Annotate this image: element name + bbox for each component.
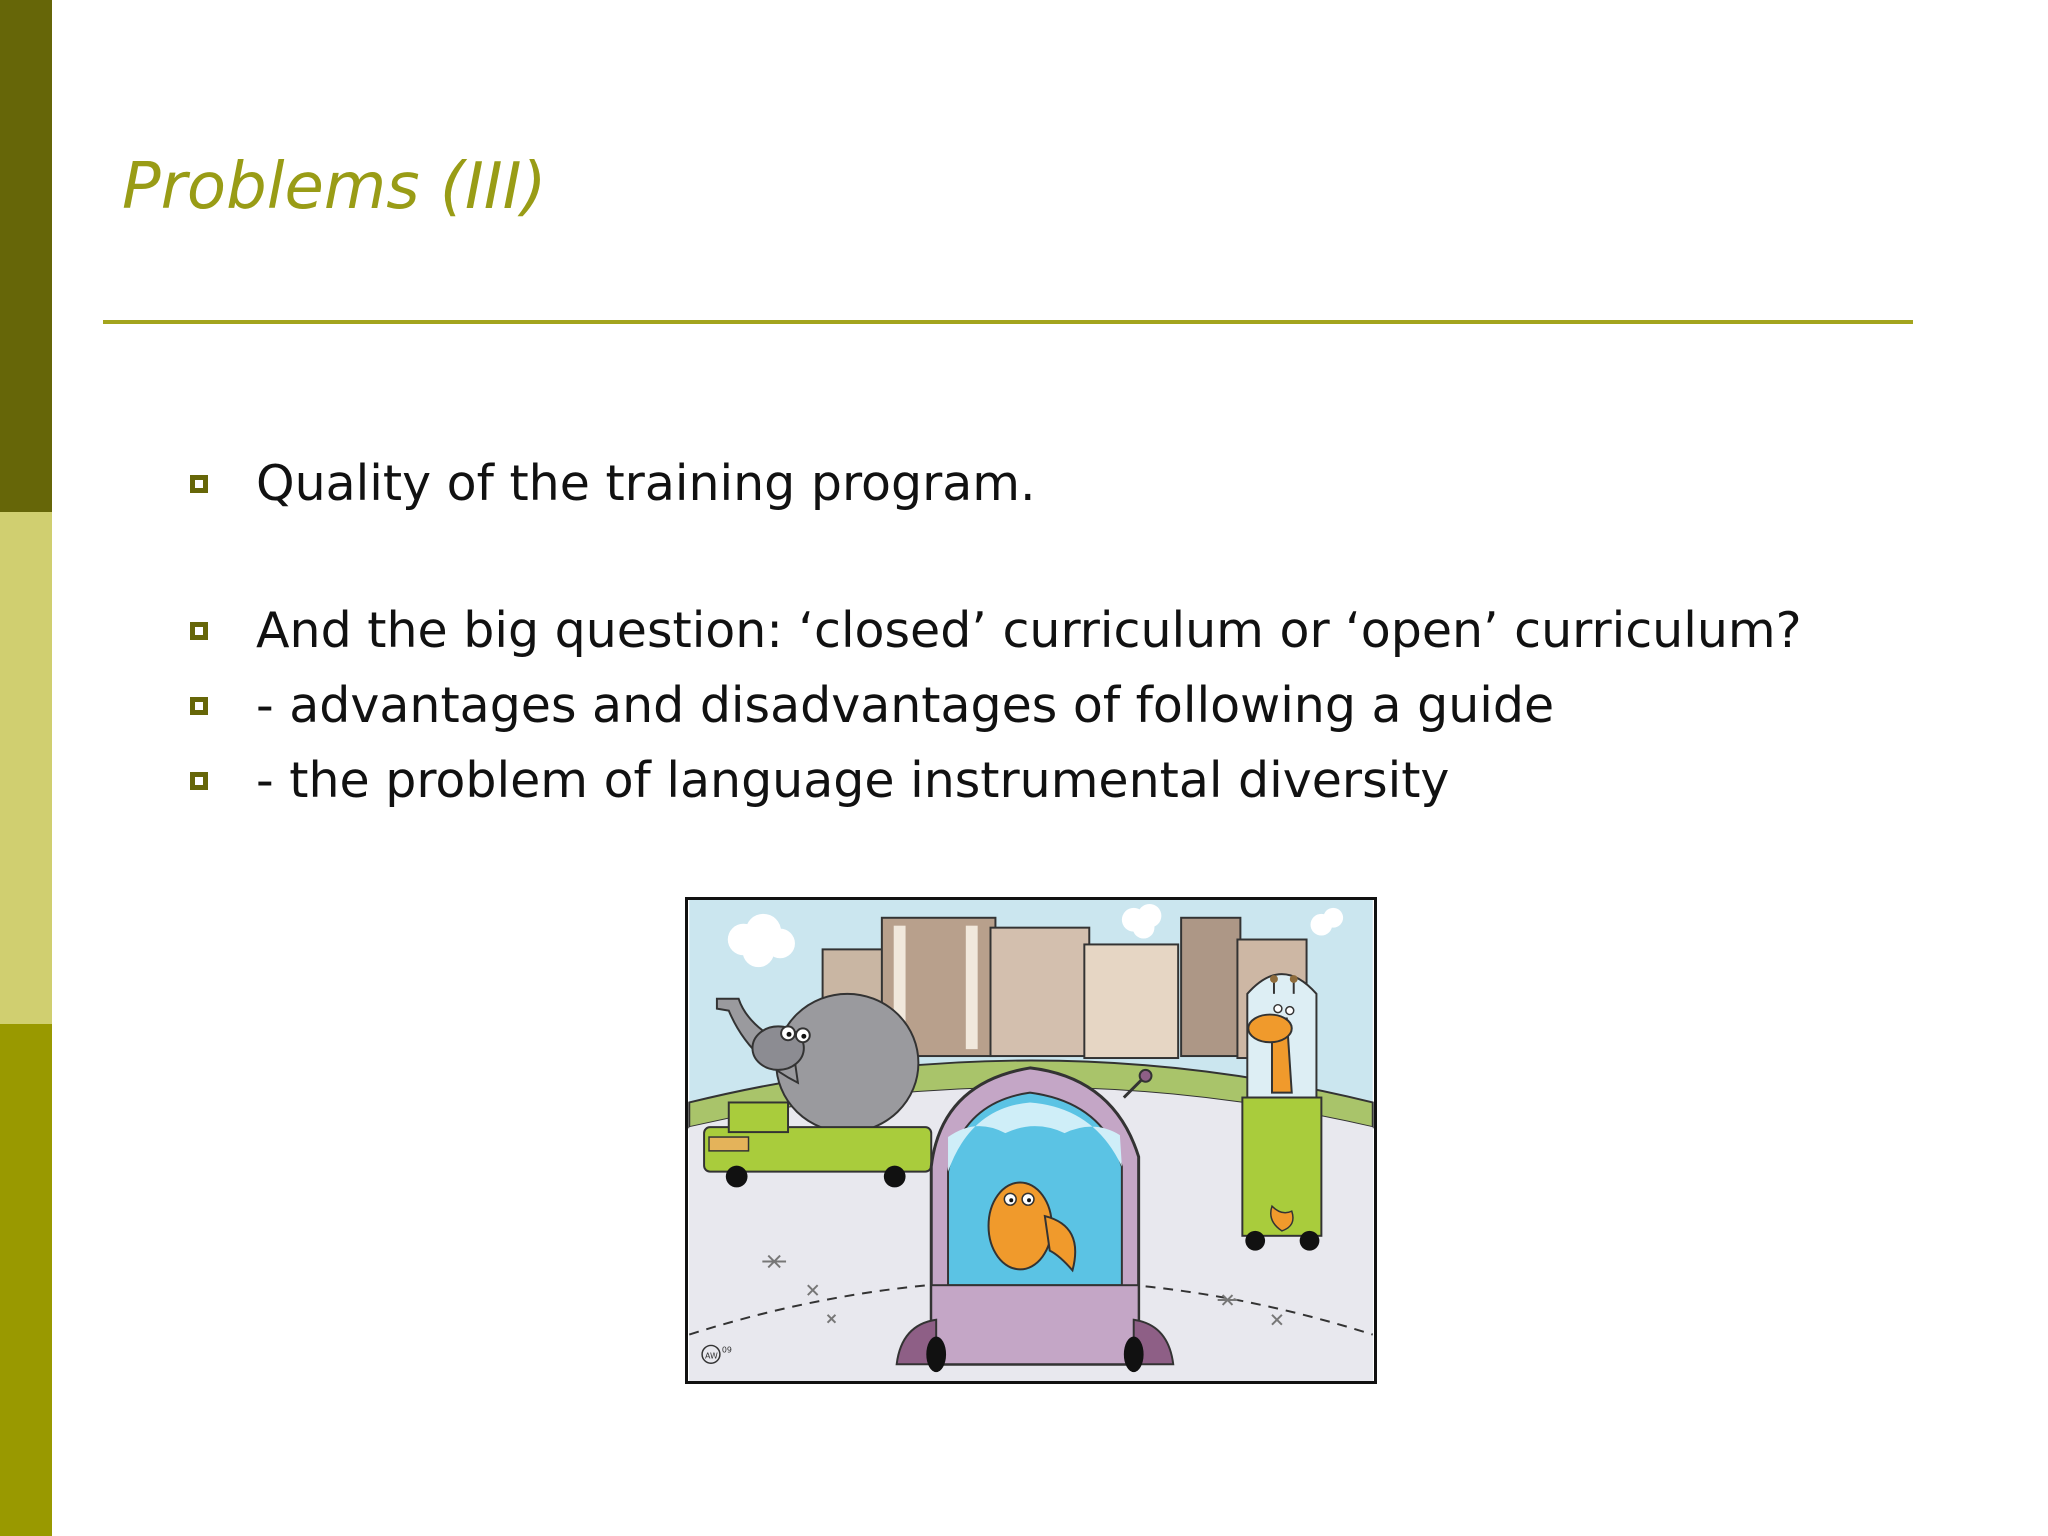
bullet-item bbox=[190, 752, 1449, 809]
bullet-text: - the problem of language instrumental diversity bbox=[256, 752, 1450, 809]
bullet-text: Quality of the training program. bbox=[256, 455, 1036, 512]
title-underline bbox=[103, 320, 1913, 324]
square-bullet-icon bbox=[190, 772, 208, 790]
square-bullet-icon bbox=[190, 475, 208, 493]
square-bullet-icon bbox=[190, 697, 208, 715]
bullet-item bbox=[190, 602, 1802, 659]
square-bullet-icon bbox=[190, 622, 208, 640]
slide-title: Problems (III) bbox=[122, 150, 547, 224]
bullet-item bbox=[190, 455, 1036, 512]
svg-text:AW: AW bbox=[705, 1351, 718, 1361]
sidebar-segment-dark bbox=[0, 0, 52, 512]
cartoon-illustration bbox=[685, 897, 1377, 1384]
sidebar-stripe bbox=[0, 0, 52, 1536]
bullet-item bbox=[190, 677, 1554, 734]
sidebar-segment-light bbox=[0, 512, 52, 1024]
sidebar-segment-olive bbox=[0, 1024, 52, 1536]
svg-text:09: 09 bbox=[721, 1345, 732, 1355]
bullet-text: - advantages and disadvantages of following a guide bbox=[256, 677, 1555, 734]
bullet-text: And the big question: ‘closed’ curriculum or ‘open’ curriculum? bbox=[256, 602, 1802, 659]
